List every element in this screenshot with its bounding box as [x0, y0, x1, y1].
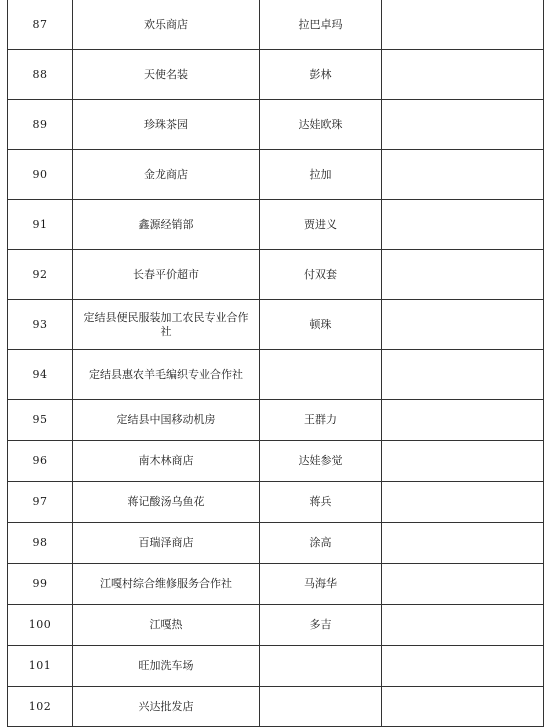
business-name: 定结县惠农羊毛编织专业合作社	[73, 350, 260, 400]
extra-cell	[382, 150, 544, 200]
extra-cell	[382, 646, 544, 687]
table-row	[8, 523, 544, 564]
table-row	[8, 400, 544, 441]
business-name: 欢乐商店	[73, 0, 260, 50]
contact-person: 达娃参觉	[260, 441, 382, 482]
table-row	[8, 250, 544, 300]
table-row	[8, 646, 544, 687]
contact-person: 顿珠	[260, 300, 382, 350]
contact-person: 王群力	[260, 400, 382, 441]
extra-cell	[382, 400, 544, 441]
contact-person: 贾进义	[260, 200, 382, 250]
extra-cell	[382, 50, 544, 100]
business-name: 兴达批发店	[73, 687, 260, 727]
contact-person: 多吉	[260, 605, 382, 646]
table-row	[8, 482, 544, 523]
business-name: 江嘎热	[73, 605, 260, 646]
business-name: 百瑞泽商店	[73, 523, 260, 564]
row-number: 94	[8, 350, 73, 400]
contact-person	[260, 646, 382, 687]
extra-cell	[382, 250, 544, 300]
business-name: 定结县便民服装加工农民专业合作社	[73, 300, 260, 350]
table-row	[8, 0, 544, 50]
table-row	[8, 441, 544, 482]
row-number: 88	[8, 50, 73, 100]
contact-person: 彭林	[260, 50, 382, 100]
row-number: 97	[8, 482, 73, 523]
row-number: 98	[8, 523, 73, 564]
row-number: 89	[8, 100, 73, 150]
business-name: 天使名装	[73, 50, 260, 100]
table-row	[8, 605, 544, 646]
business-name: 金龙商店	[73, 150, 260, 200]
contact-person: 付双套	[260, 250, 382, 300]
registry-table	[7, 0, 544, 727]
extra-cell	[382, 482, 544, 523]
row-number: 102	[8, 687, 73, 727]
table-row	[8, 350, 544, 400]
contact-person: 拉加	[260, 150, 382, 200]
business-name: 江嘎村综合维修服务合作社	[73, 564, 260, 605]
contact-person: 蒋兵	[260, 482, 382, 523]
contact-person: 拉巴卓玛	[260, 0, 382, 50]
row-number: 95	[8, 400, 73, 441]
table-row	[8, 150, 544, 200]
contact-person: 达娃欧珠	[260, 100, 382, 150]
table-row	[8, 100, 544, 150]
row-number: 96	[8, 441, 73, 482]
extra-cell	[382, 605, 544, 646]
row-number: 99	[8, 564, 73, 605]
extra-cell	[382, 441, 544, 482]
row-number: 90	[8, 150, 73, 200]
registry-table-body	[8, 0, 544, 727]
extra-cell	[382, 523, 544, 564]
business-name: 蒋记酸汤乌鱼花	[73, 482, 260, 523]
business-name: 长春平价超市	[73, 250, 260, 300]
business-name: 鑫源经销部	[73, 200, 260, 250]
business-name: 定结县中国移动机房	[73, 400, 260, 441]
table-row	[8, 200, 544, 250]
extra-cell	[382, 100, 544, 150]
row-number: 100	[8, 605, 73, 646]
contact-person	[260, 350, 382, 400]
extra-cell	[382, 687, 544, 727]
contact-person: 马海华	[260, 564, 382, 605]
row-number: 87	[8, 0, 73, 50]
contact-person: 涂高	[260, 523, 382, 564]
table-row	[8, 300, 544, 350]
extra-cell	[382, 564, 544, 605]
contact-person	[260, 687, 382, 727]
row-number: 93	[8, 300, 73, 350]
row-number: 91	[8, 200, 73, 250]
table-row	[8, 687, 544, 727]
row-number: 101	[8, 646, 73, 687]
extra-cell	[382, 0, 544, 50]
business-name: 南木林商店	[73, 441, 260, 482]
extra-cell	[382, 300, 544, 350]
table-row	[8, 564, 544, 605]
business-name: 旺加洗车场	[73, 646, 260, 687]
row-number: 92	[8, 250, 73, 300]
table-row	[8, 50, 544, 100]
business-name: 珍珠茶园	[73, 100, 260, 150]
extra-cell	[382, 350, 544, 400]
extra-cell	[382, 200, 544, 250]
